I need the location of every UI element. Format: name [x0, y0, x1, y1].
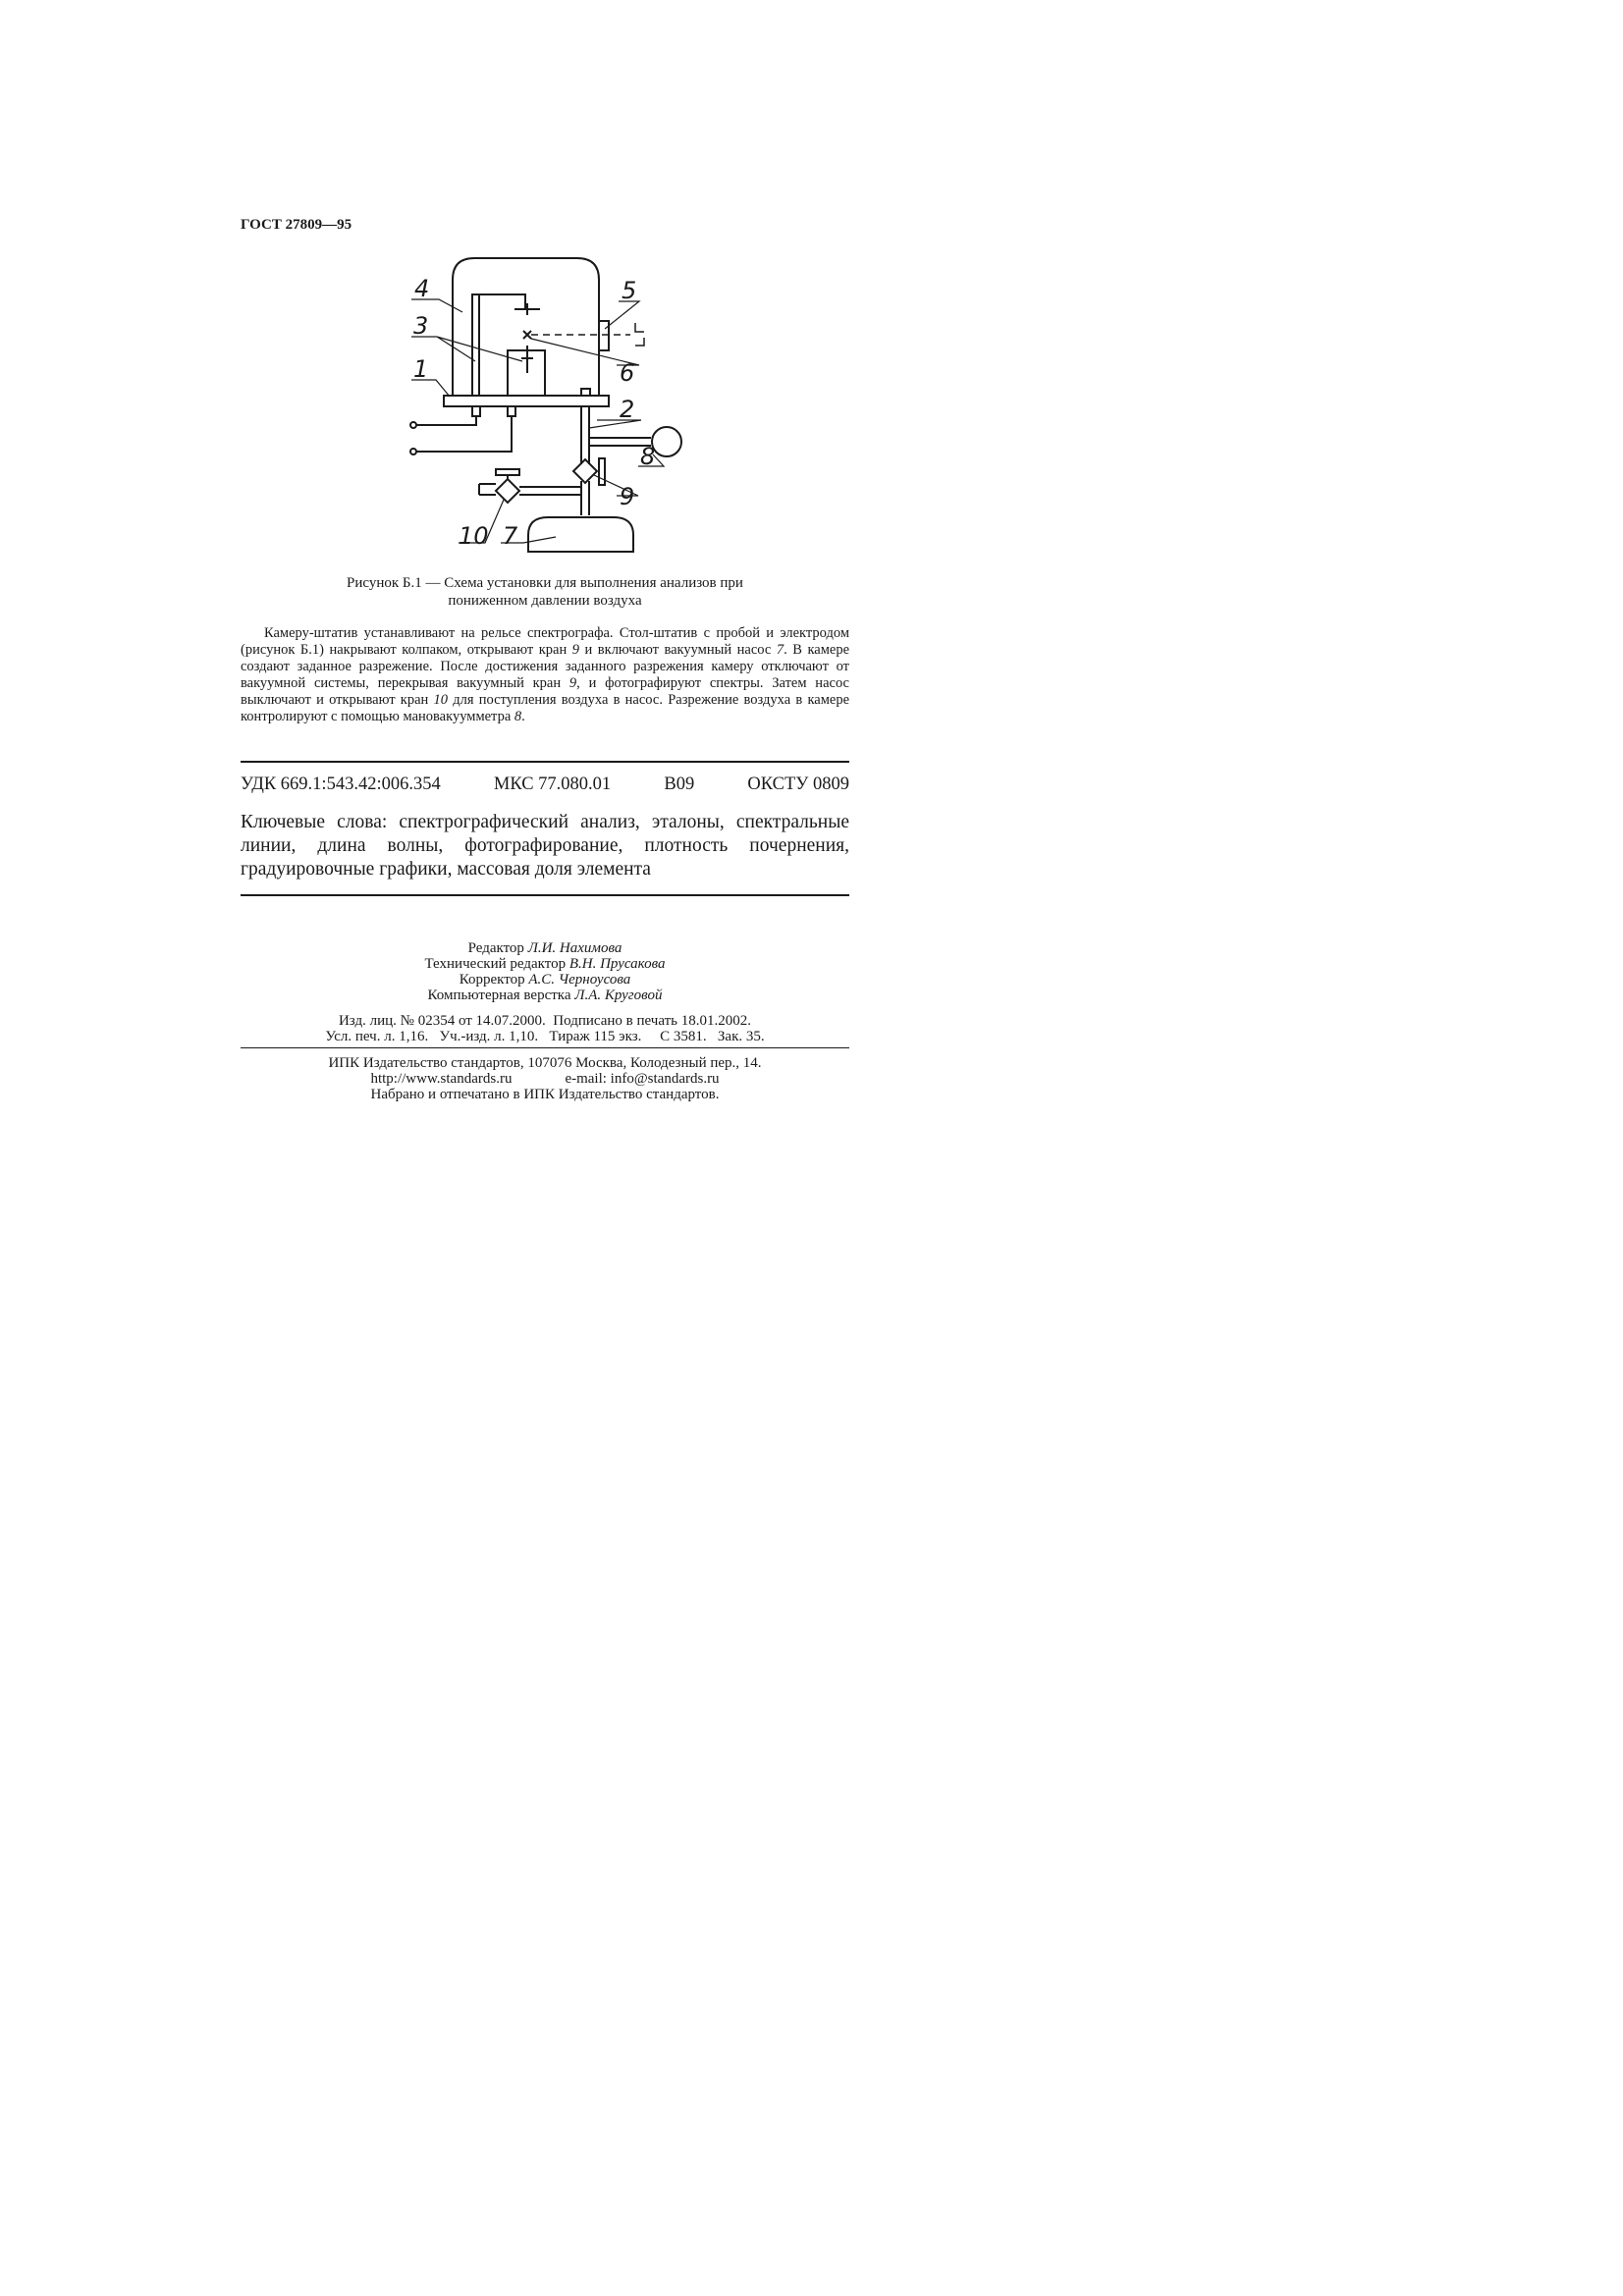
label-1: 1 [413, 355, 429, 383]
imprint-contacts [241, 1071, 849, 1087]
rule-top [241, 761, 849, 763]
group-code: В09 [664, 774, 695, 794]
vacuum-line [581, 406, 589, 464]
credit-layout [241, 988, 849, 1003]
credit-role: Редактор [467, 940, 524, 956]
credits [241, 940, 849, 1003]
body-text-part: . [521, 709, 525, 724]
label-10: 10 [459, 522, 489, 550]
credit-name: Л.А. Круговой [574, 988, 663, 1003]
body-text-part: Камеру-штатив устанавливают на рельсе спектрографа. Стол-штатив с пробой и электродом (рисунок Б.1) накрывают колпаком, открывают кран [241, 625, 849, 658]
window [599, 321, 609, 350]
credit-name: А.С. Черноусова [528, 972, 631, 988]
body-text-part: . В камере создают заданное разрежение. После достижения заданного разрежения камеру отключают от вакуумной системы, перекрывая вакуумный кран [241, 642, 850, 691]
body-text-part: , и фотографируют спектры. Затем насос выключают и открывают кран [241, 675, 849, 708]
keywords: Ключевые слова: спектрографический анализ, эталоны, спектральные линии, длина волны, фотографирование, плотность почернения, градуировочные графики, массовая доля элемента [241, 812, 849, 880]
body-paragraph [241, 625, 849, 725]
ref-10: 10 [433, 692, 449, 708]
table-plate [444, 396, 609, 406]
pub-line-2: Усл. печ. л. 1,16. Уч.-изд. л. 1,10. Тираж 115 экз. С 3581. Зак. 35. [325, 1029, 765, 1044]
credit-role: Технический редактор [424, 956, 567, 972]
credit-name: Л.И. Нахимова [527, 940, 622, 956]
email-link[interactable]: e-mail: info@standards.ru [565, 1071, 720, 1087]
stand-column [472, 294, 479, 396]
arc-point-icon [523, 331, 531, 339]
ref-9: 9 [571, 642, 579, 658]
pump [528, 517, 633, 552]
stand-arm [479, 294, 525, 309]
body-text-part: для поступления воздуха в насос. Разрежение воздуха в камере контролируют с помощью мановакуумметра [241, 692, 850, 724]
credit-editor [241, 940, 849, 956]
mks-code: МКС 77.080.01 [493, 774, 612, 794]
label-2: 2 [620, 396, 635, 423]
credit-name: В.Н. Прусакова [568, 956, 666, 972]
valve-10-icon [496, 479, 519, 503]
label-7: 7 [503, 522, 518, 550]
okstu-code: ОКСТУ 0809 [747, 774, 849, 794]
credit-role: Корректор [459, 972, 525, 988]
label-9: 9 [620, 483, 635, 510]
udk-code: УДК 669.1:543.42:006.354 [241, 774, 441, 794]
lead-2 [416, 416, 512, 452]
caption-line-1: Рисунок Б.1 — Схема установки для выполнения анализов при [347, 575, 743, 591]
ref-8: 8 [514, 709, 522, 724]
ref-9: 9 [568, 675, 577, 691]
label-3: 3 [413, 312, 429, 340]
label-6: 6 [620, 359, 635, 387]
classification-codes [241, 774, 849, 795]
pub-line-1: Изд. лиц. № 02354 от 14.07.2000. Подписано в печать 18.01.2002. [338, 1013, 752, 1029]
rule-imprint [241, 1047, 849, 1048]
imprint-line-1: ИПК Издательство стандартов, 107076 Москва, Колодезный пер., 14. [328, 1055, 762, 1071]
valve-9-icon [573, 459, 597, 483]
credit-tech-editor [241, 956, 849, 972]
gauge-icon [652, 427, 681, 456]
label-4: 4 [414, 275, 430, 302]
credit-role: Компьютерная верстка [427, 988, 571, 1003]
imprint-line-3: Набрано и отпечатано в ИПК Издательство стандартов. [370, 1087, 720, 1102]
label-8: 8 [640, 443, 656, 470]
chamber-bell [453, 258, 599, 396]
website-link[interactable]: http://www.standards.ru [370, 1071, 513, 1087]
document-header: ГОСТ 27809—95 [241, 217, 352, 233]
credit-corrector [241, 972, 849, 988]
body-text-part: и включают вакуумный насос [579, 642, 777, 658]
ref-7: 7 [776, 642, 784, 658]
publication-info [241, 1013, 849, 1044]
figure-caption [241, 574, 849, 610]
installation-diagram [393, 250, 707, 564]
caption-line-2: пониженном давлении воздуха [448, 593, 642, 609]
rule-bottom [241, 894, 849, 896]
imprint [241, 1055, 849, 1102]
label-5: 5 [622, 277, 637, 304]
lead-1 [416, 416, 476, 425]
